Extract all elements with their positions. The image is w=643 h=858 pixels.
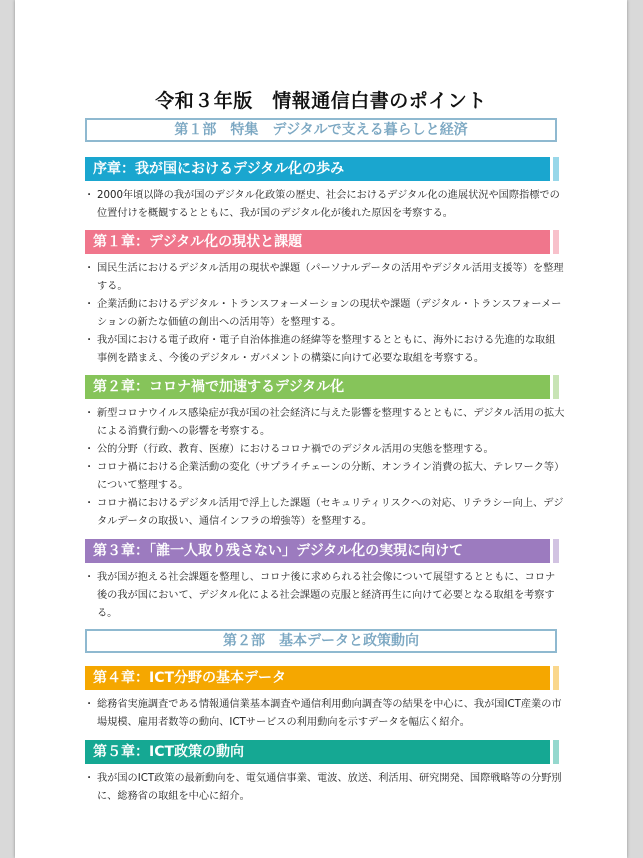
bullet-item: ・ 公的分野（行政、教育、医療）におけるコロナ禍でのデジタル活用の実態を整理する。 xyxy=(87,441,565,459)
chapter-5-heading xyxy=(85,740,550,764)
chapter-5-title: 第５章：ICT政策の動向 xyxy=(93,744,245,760)
chapter-3-title: 第３章：「誰一人取り残さない」デジタル化の実現に向けて xyxy=(93,543,464,559)
bullet-item: ・ コロナ禍におけるデジタル活用で浮上した課題（セキュリティリスクへの対応、リテラシー向上、デジタルデータの取扱い、通信インフラの増強等）を整理する。 xyxy=(87,495,565,531)
chapter-intro-title: 序章：我が国におけるデジタル化の歩み xyxy=(93,161,345,177)
chapter-1-bullets xyxy=(87,260,565,368)
chapter-intro-heading xyxy=(85,157,550,181)
chapter-1-heading xyxy=(85,230,550,254)
page-title: 令和３年版 情報通信白書のポイント xyxy=(155,90,487,112)
chapter-4-bullets xyxy=(87,696,565,732)
heading-tail xyxy=(553,375,559,399)
chapter-2-title: 第２章：コロナ禍で加速するデジタル化 xyxy=(93,379,345,395)
document-page xyxy=(15,0,627,858)
bullet-item: ・ 2000年頃以降の我が国のデジタル化政策の歴史、社会におけるデジタル化の進展状況や国際指標での位置付けを概観するとともに、我が国のデジタル化が後れた原因を考察する。 xyxy=(87,187,565,223)
heading-tail xyxy=(553,157,559,181)
bullet-item: ・ 企業活動におけるデジタル・トランスフォーメーションの現状や課題（デジタル・トランスフォーメーションの新たな価値の創出への活用等）を整理する。 xyxy=(87,296,565,332)
heading-tail xyxy=(553,666,559,690)
chapter-4-heading xyxy=(85,666,550,690)
bullet-item: ・ コロナ禍における企業活動の変化（サプライチェーンの分断、オンライン消費の拡大、テレワーク等）について整理する。 xyxy=(87,459,565,495)
heading-tail xyxy=(553,230,559,254)
part-2-banner: 第２部 基本データと政策動向 xyxy=(85,629,557,653)
chapter-4-title: 第４章：ICT分野の基本データ xyxy=(93,670,287,686)
bullet-item: ・ 新型コロナウイルス感染症が我が国の社会経済に与えた影響を整理するとともに、デジタル活用の拡大による消費行動への影響を考察する。 xyxy=(87,405,565,441)
chapter-2-heading xyxy=(85,375,550,399)
chapter-intro-bullets xyxy=(87,187,565,223)
bullet-item: ・ 我が国が抱える社会課題を整理し、コロナ後に求められる社会像について展望するとともに、コロナ後の我が国において、デジタル化による社会課題の克服と経済再生に向けて必要となる取組を考察する。 xyxy=(87,569,565,623)
bullet-item: ・ 総務省実施調査である情報通信業基本調査や通信利用動向調査等の結果を中心に、我が国ICT産業の市場規模、雇用者数等の動向、ICTサービスの利用動向を示すデータを幅広く紹介。 xyxy=(87,696,565,732)
bullet-item: ・ 国民生活におけるデジタル活用の現状や課題（パーソナルデータの活用やデジタル活用支援等）を整理する。 xyxy=(87,260,565,296)
chapter-1-title: 第１章：デジタル化の現状と課題 xyxy=(93,234,303,250)
chapter-3-heading xyxy=(85,539,550,563)
heading-tail xyxy=(553,539,559,563)
chapter-3-bullets xyxy=(87,569,565,623)
chapter-5-bullets xyxy=(87,770,565,806)
bullet-item: ・ 我が国における電子政府・電子自治体推進の経緯等を整理するとともに、海外における先進的な取組事例を踏まえ、今後のデジタル・ガバメントの構築に向けて必要な取組を考察する。 xyxy=(87,332,565,368)
part-1-banner: 第１部 特集 デジタルで支える暮らしと経済 xyxy=(85,118,557,142)
chapter-2-bullets xyxy=(87,405,565,531)
heading-tail xyxy=(553,740,559,764)
bullet-item: ・ 我が国のICT政策の最新動向を、電気通信事業、電波、放送、利活用、研究開発、国際戦略等の分野別に、総務省の取組を中心に紹介。 xyxy=(87,770,565,806)
